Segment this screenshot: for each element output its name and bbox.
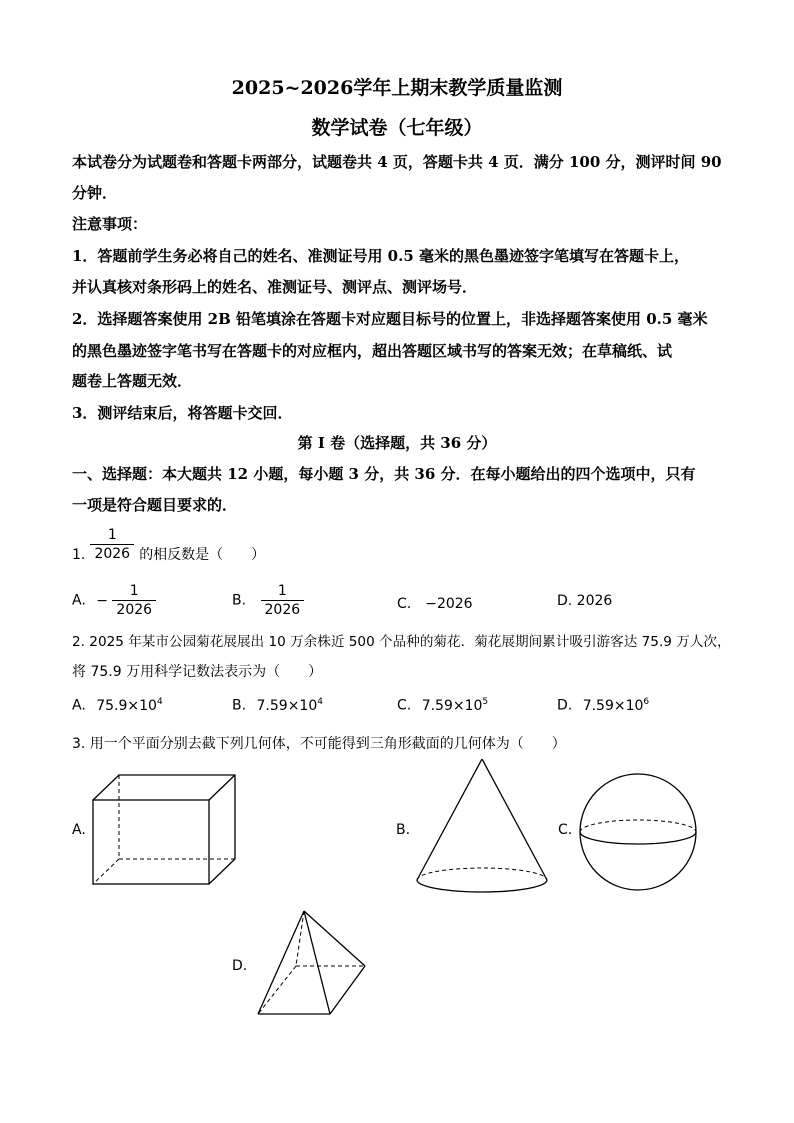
question-2-line-1: 2. 2025 年某市公园菊花展展出 10 万余株近 500 个品种的菊花．菊花展期间累计吸引游客达 75.9 万人次， xyxy=(72,634,731,650)
fraction-numerator: 1 xyxy=(129,583,139,599)
pyramid-base-right xyxy=(330,966,365,1014)
question-1-stem-tail: 的相反数是（ ） xyxy=(139,547,266,563)
pyramid-edge-front xyxy=(304,911,330,1014)
sphere-figure xyxy=(578,771,700,893)
sphere-equator-front xyxy=(580,832,696,844)
fraction-denominator: 2026 xyxy=(261,600,305,619)
question-1-stem xyxy=(72,526,265,564)
option-value: 7.59×10 xyxy=(421,697,483,714)
cube-back-edges xyxy=(93,775,235,884)
note-1-line-1: 1．答题前学生务必将自己的姓名、准测证号用 0.5 毫米的黑色墨迹签字笔填写在答题卡上， xyxy=(72,247,689,265)
option-label: D. xyxy=(557,697,573,714)
fraction-denominator: 2026 xyxy=(112,600,156,619)
option-label: B. xyxy=(232,592,247,609)
pyramid-edge-right xyxy=(304,911,365,966)
cube-hidden-diagonal xyxy=(93,859,119,884)
q2-option-b[interactable] xyxy=(232,697,323,714)
option-label: A. xyxy=(72,592,86,609)
q2-option-a[interactable] xyxy=(72,697,163,714)
option-label: A. xyxy=(72,697,86,714)
cone-left-edge xyxy=(417,759,482,880)
note-2-line-1: 2．选择题答案使用 2B 铅笔填涂在答题卡对应题目标号的位置上，非选择题答案使用 0.5 毫米 xyxy=(72,310,708,328)
notes-heading: 注意事项： xyxy=(72,215,148,233)
option-label: C. xyxy=(397,697,412,714)
exam-subtitle: 数学试卷（七年级） xyxy=(311,117,483,139)
question-1-fraction xyxy=(90,526,134,563)
part-title: 第 I 卷（选择题，共 36 分） xyxy=(297,434,497,452)
pyramid-edge-left xyxy=(258,911,304,1014)
exponent: 4 xyxy=(317,697,323,707)
cube-figure xyxy=(88,770,248,888)
q3-option-c-label[interactable]: C. xyxy=(558,822,573,838)
q3-option-d-label[interactable]: D. xyxy=(232,958,248,974)
option-value: 7.59×10 xyxy=(256,697,318,714)
option-b-fraction xyxy=(261,582,305,619)
fraction-numerator: 1 xyxy=(277,583,287,599)
fraction-denominator: 2026 xyxy=(90,544,134,563)
note-2-line-2: 的黑色墨迹签字笔书写在答题卡的对应框内，超出答题区域书写的答案无效；在草稿纸、试 xyxy=(72,342,673,360)
question-3-stem: 3. 用一个平面分别去截下列几何体，不可能得到三角形截面的几何体为（ ） xyxy=(72,736,566,752)
q1-option-d[interactable]: D. 2026 xyxy=(557,593,613,609)
question-2-line-2: 将 75.9 万用科学记数法表示为（ ） xyxy=(72,664,323,680)
note-3: 3．测评结束后，将答题卡交回． xyxy=(72,404,293,422)
q3-option-a-label[interactable]: A. xyxy=(72,822,86,838)
q3-option-b-label[interactable]: B. xyxy=(396,822,411,838)
option-label: B. xyxy=(232,697,247,714)
cone-base-front xyxy=(417,880,547,892)
note-2-line-3: 题卷上答题无效． xyxy=(72,372,193,390)
section-heading-line-2: 一项是符合题目要求的． xyxy=(72,496,238,514)
pyramid-hidden-base-left xyxy=(258,966,296,1014)
minus-sign: − xyxy=(96,592,108,609)
fraction-numerator: 1 xyxy=(107,527,117,543)
q1-option-c[interactable]: C. −2026 xyxy=(397,596,473,612)
intro-line-2: 分钟． xyxy=(72,184,118,202)
note-1-line-2: 并认真核对条形码上的姓名、准测证号、测评点、测评场号． xyxy=(72,278,478,296)
option-a-fraction xyxy=(112,582,156,619)
exponent: 6 xyxy=(643,697,650,707)
sphere-outline xyxy=(580,774,696,890)
option-value: 7.59×10 xyxy=(582,697,644,714)
q2-option-d[interactable] xyxy=(557,697,649,714)
cone-base-back xyxy=(417,868,547,880)
intro-line-1: 本试卷分为试题卷和答题卡两部分，试题卷共 4 页，答题卡共 4 页．满分 100 分，测评时间 90 xyxy=(72,153,722,171)
exam-title: 2025~2026学年上期末教学质量监测 xyxy=(231,77,563,99)
pyramid-figure xyxy=(254,908,370,1020)
exponent: 4 xyxy=(156,697,163,707)
cube-top-right-edge xyxy=(209,775,235,800)
option-value: 75.9×10 xyxy=(96,697,157,714)
exponent: 5 xyxy=(482,697,489,707)
sphere-equator-back xyxy=(580,820,696,832)
q1-option-a[interactable] xyxy=(72,582,156,619)
q1-option-b[interactable] xyxy=(232,582,304,619)
q2-option-c[interactable] xyxy=(397,697,488,714)
question-1-number: 1. xyxy=(72,547,86,563)
cone-figure xyxy=(414,756,550,894)
cube-front-face xyxy=(93,800,209,884)
section-heading-line-1: 一、选择题：本大题共 12 小题，每小题 3 分，共 36 分．在每小题给出的四个选项中，只有 xyxy=(72,465,696,483)
cone-right-edge xyxy=(482,759,547,880)
